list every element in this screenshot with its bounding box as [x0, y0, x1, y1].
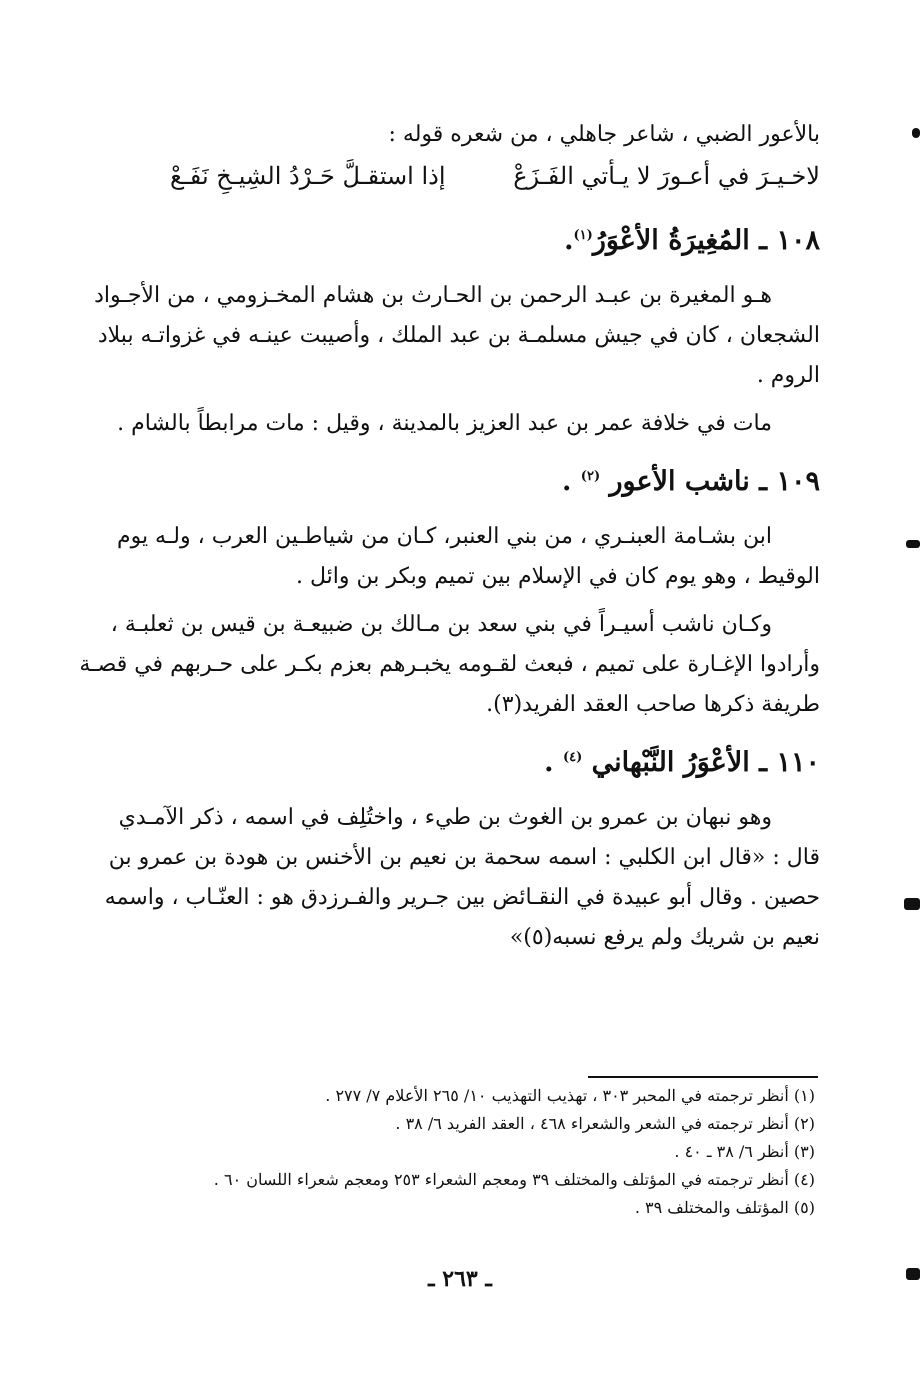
footnote-ref: (٤) — [562, 750, 583, 765]
paragraph: وكـان ناشب أسيـراً في بني سعد بن مـالك بن ضبيعـة بن قيس بن ثعلبـة ، وأرادوا الإغـارة على تميم ، فبعث لقـومه يخبـرهم بعزم بكـر على حـربهم في قصـة طريفة ذكرها صاحب العقد الفريد(٣). — [79, 612, 820, 717]
page-number: ـ ٢٦٣ ـ — [428, 1266, 492, 1292]
verse-hemistich-left: إذا استقـلَّ حَـرْدُ الشِيـخِ نَفَـعْ — [170, 162, 446, 190]
footnote: (٢) أنظر ترجمته في الشعر والشعراء ٤٦٨ ، العقد الفريد ٦/ ٣٨ . — [395, 1114, 815, 1133]
footnote: (٤) أنظر ترجمته في المؤتلف والمختلف ٣٩ ومعجم الشعراء ٢٥٣ ومعجم شعراء اللسان ٦٠ . — [213, 1170, 815, 1189]
paragraph: هـو المغيرة بن عبـد الرحمن بن الحـارث بن هشام المخـزومي ، من الأجـواد الشجعان ، كان في جيش مسلمـة بن عبد الملك ، وأصيبت عينـه في غزواتـه ببلاد الروم . — [94, 283, 820, 388]
footnote: (٥) المؤتلف والمختلف ٣٩ . — [634, 1198, 815, 1217]
entry-109 — [79, 455, 820, 722]
page-body — [79, 118, 820, 969]
poem-verse — [120, 156, 820, 196]
entry-heading: ١٠٩ ـ ناشب الأعور $^{(٢)}$ . — [561, 466, 820, 497]
paragraph: مات في خلافة عمر بن عبد العزيز بالمدينة ، وقيل : مات مرابطاً بالشام . — [117, 411, 772, 436]
scan-mark — [912, 128, 920, 138]
footnote-ref: (١) — [573, 228, 593, 243]
intro-line: بالأعور الضبي ، شاعر جاهلي ، من شعره قوله : — [388, 122, 820, 147]
footnote-ref: (٢) — [580, 469, 601, 484]
paragraph: وهو نبهان بن عمرو بن الغوث بن طيء ، واختُلِف في اسمه ، ذكر الآمـدي قال : «قال ابن الكلبي : اسمه سحمة بن نعيم بن الأخنس بن هودة بن عمرو بن حصين . وقال أبو عبيدة في النقـائض بين جـرير والفـرزدق هو : العنّـاب ، واسمه نعيم بن شريك ولم يرفع نسبه(٥)» — [104, 805, 820, 950]
entry-108 — [94, 214, 820, 441]
footnote-divider — [588, 1076, 818, 1078]
footnotes — [150, 1082, 815, 1222]
entry-heading: ١٠٨ ـ المُغِيرَةُ الأعْوَرُ$^{(١)}$. — [564, 225, 820, 256]
entry-heading: ١١٠ ـ الأعْوَرُ النَّبْهاني $^{(٤)}$ . — [544, 747, 820, 778]
scan-mark — [906, 540, 920, 548]
scan-mark — [906, 1268, 920, 1280]
entry-110 — [104, 736, 820, 955]
footnote: (٣) أنظر ٦/ ٣٨ ـ ٤٠ . — [674, 1142, 815, 1161]
verse-hemistich-right: لاخـيـرَ في أعـورَ لا يـأتي الفَـزَعْ — [513, 162, 820, 190]
scan-mark — [904, 898, 920, 910]
paragraph: ابن بشـامة العبنـري ، من بني العنبر، كـان من شياطـين العرب ، ولـه يوم الوقيط ، وهو يوم كان في الإسلام بين تميم وبكر بن وائل . — [116, 524, 820, 589]
footnote: (١) أنظر ترجمته في المحبر ٣٠٣ ، تهذيب التهذيب ١٠/ ٢٦٥ الأعلام ٧/ ٢٧٧ . — [325, 1086, 815, 1105]
